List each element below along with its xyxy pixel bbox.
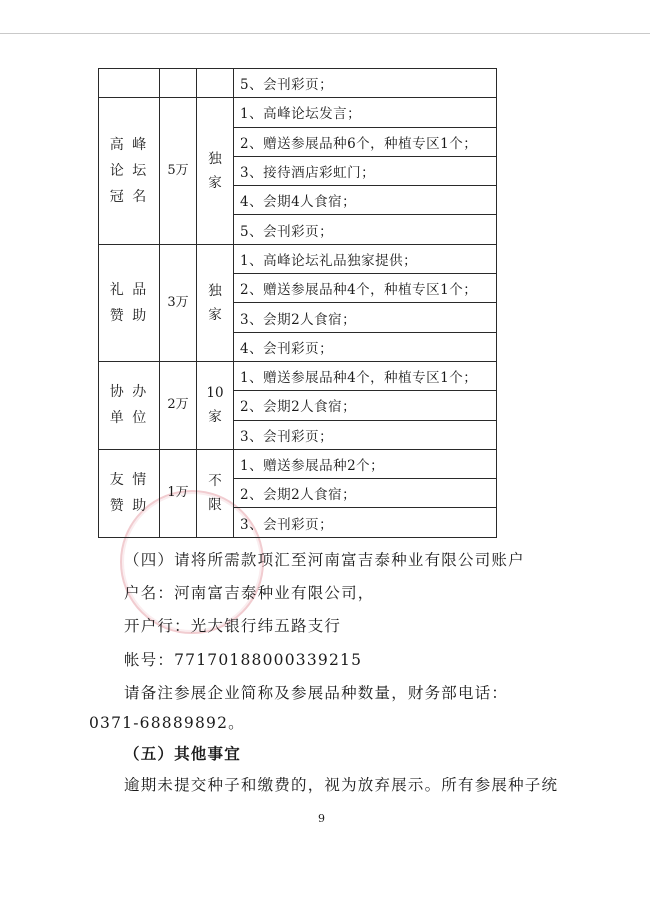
benefit-item: 2、会期2人食宿； — [234, 391, 497, 420]
sponsor-type-cell — [99, 244, 160, 361]
account-name-line: 户名：河南富吉泰种业有限公司， — [124, 584, 375, 602]
sponsor-type-cell — [99, 69, 160, 98]
benefit-item: 4、会刊彩页； — [234, 332, 497, 361]
closing-line: 逾期未提交种子和缴费的，视为放弃展示。所有参展种子统 — [124, 776, 559, 794]
bank-line: 开户行：光大银行纬五路支行 — [124, 617, 342, 635]
section5-heading: （五）其他事宜 — [124, 744, 241, 763]
section4-heading: （四）请将所需款项汇至河南富吉泰种业有限公司账户 — [124, 551, 525, 569]
quota-text: 家 — [208, 306, 222, 323]
quota-cell — [197, 69, 234, 98]
quota-text: 独 — [208, 151, 222, 168]
quota-text: 不 — [208, 473, 222, 490]
price-text: 2万 — [167, 397, 189, 413]
benefit-item: 3、会刊彩页； — [234, 508, 497, 537]
price-cell — [160, 69, 197, 98]
price-text: 3万 — [167, 294, 189, 310]
benefit-item: 3、会期2人食宿； — [234, 303, 497, 332]
quota-text: 家 — [208, 409, 222, 426]
benefit-item: 3、会刊彩页； — [234, 420, 497, 449]
benefit-item: 2、赠送参展品种6个，种植专区1个； — [234, 127, 497, 156]
sponsorship-table — [98, 68, 497, 538]
page-number: 9 — [318, 812, 325, 825]
benefit-item: 1、赠送参展品种4个，种植专区1个； — [234, 361, 497, 390]
note-line-1: 请备注参展企业简称及参展品种数量，财务部电话： — [124, 684, 509, 702]
benefit-item: 5、会刊彩页； — [234, 215, 497, 244]
quota-text: 限 — [208, 497, 222, 514]
benefit-item: 1、高峰论坛礼品独家提供； — [234, 244, 497, 273]
note-line-2: 0371-68889892。 — [89, 714, 245, 732]
table-row — [99, 449, 497, 478]
quota-text: 家 — [208, 175, 222, 192]
price-cell — [160, 244, 197, 361]
benefit-item: 5、会刊彩页； — [234, 69, 497, 98]
benefit-item: 1、高峰论坛发言； — [234, 98, 497, 127]
quota-cell — [197, 361, 234, 449]
price-text: 1万 — [167, 485, 189, 501]
sponsor-type-cell — [99, 98, 160, 244]
benefit-item: 1、赠送参展品种2个； — [234, 449, 497, 478]
benefit-item: 2、赠送参展品种4个，种植专区1个； — [234, 274, 497, 303]
sponsor-type-cell — [99, 361, 160, 449]
quota-cell — [197, 98, 234, 244]
sponsor-type-text: 赞 助 — [109, 307, 149, 324]
quota-cell — [197, 244, 234, 361]
table-row — [99, 98, 497, 127]
price-cell — [160, 361, 197, 449]
price-cell — [160, 98, 197, 244]
benefit-item: 3、接待酒店彩虹门； — [234, 156, 497, 185]
benefit-item: 2、会期2人食宿； — [234, 479, 497, 508]
sponsor-type-text: 赞 助 — [109, 498, 149, 515]
table-row — [99, 69, 497, 98]
table-row — [99, 361, 497, 390]
benefit-item: 4、会期4人食宿； — [234, 186, 497, 215]
sponsor-type-text: 友 情 — [109, 472, 149, 489]
price-text: 5万 — [167, 163, 189, 179]
quota-text: 10 — [206, 385, 224, 402]
sponsor-type-text: 高 峰 — [109, 137, 149, 154]
account-number-line: 帐号：77170188000339215 — [124, 651, 363, 669]
sponsor-type-text: 礼 品 — [109, 281, 149, 298]
sponsor-type-text: 冠 名 — [109, 189, 149, 206]
price-cell — [160, 449, 197, 537]
scan-border-line — [0, 33, 650, 34]
sponsor-type-text: 论 坛 — [109, 163, 149, 180]
quota-cell — [197, 449, 234, 537]
table-row — [99, 244, 497, 273]
sponsor-type-text: 单 位 — [109, 410, 149, 427]
sponsor-type-cell — [99, 449, 160, 537]
quota-text: 独 — [208, 282, 222, 299]
sponsor-type-text: 协 办 — [109, 384, 149, 401]
